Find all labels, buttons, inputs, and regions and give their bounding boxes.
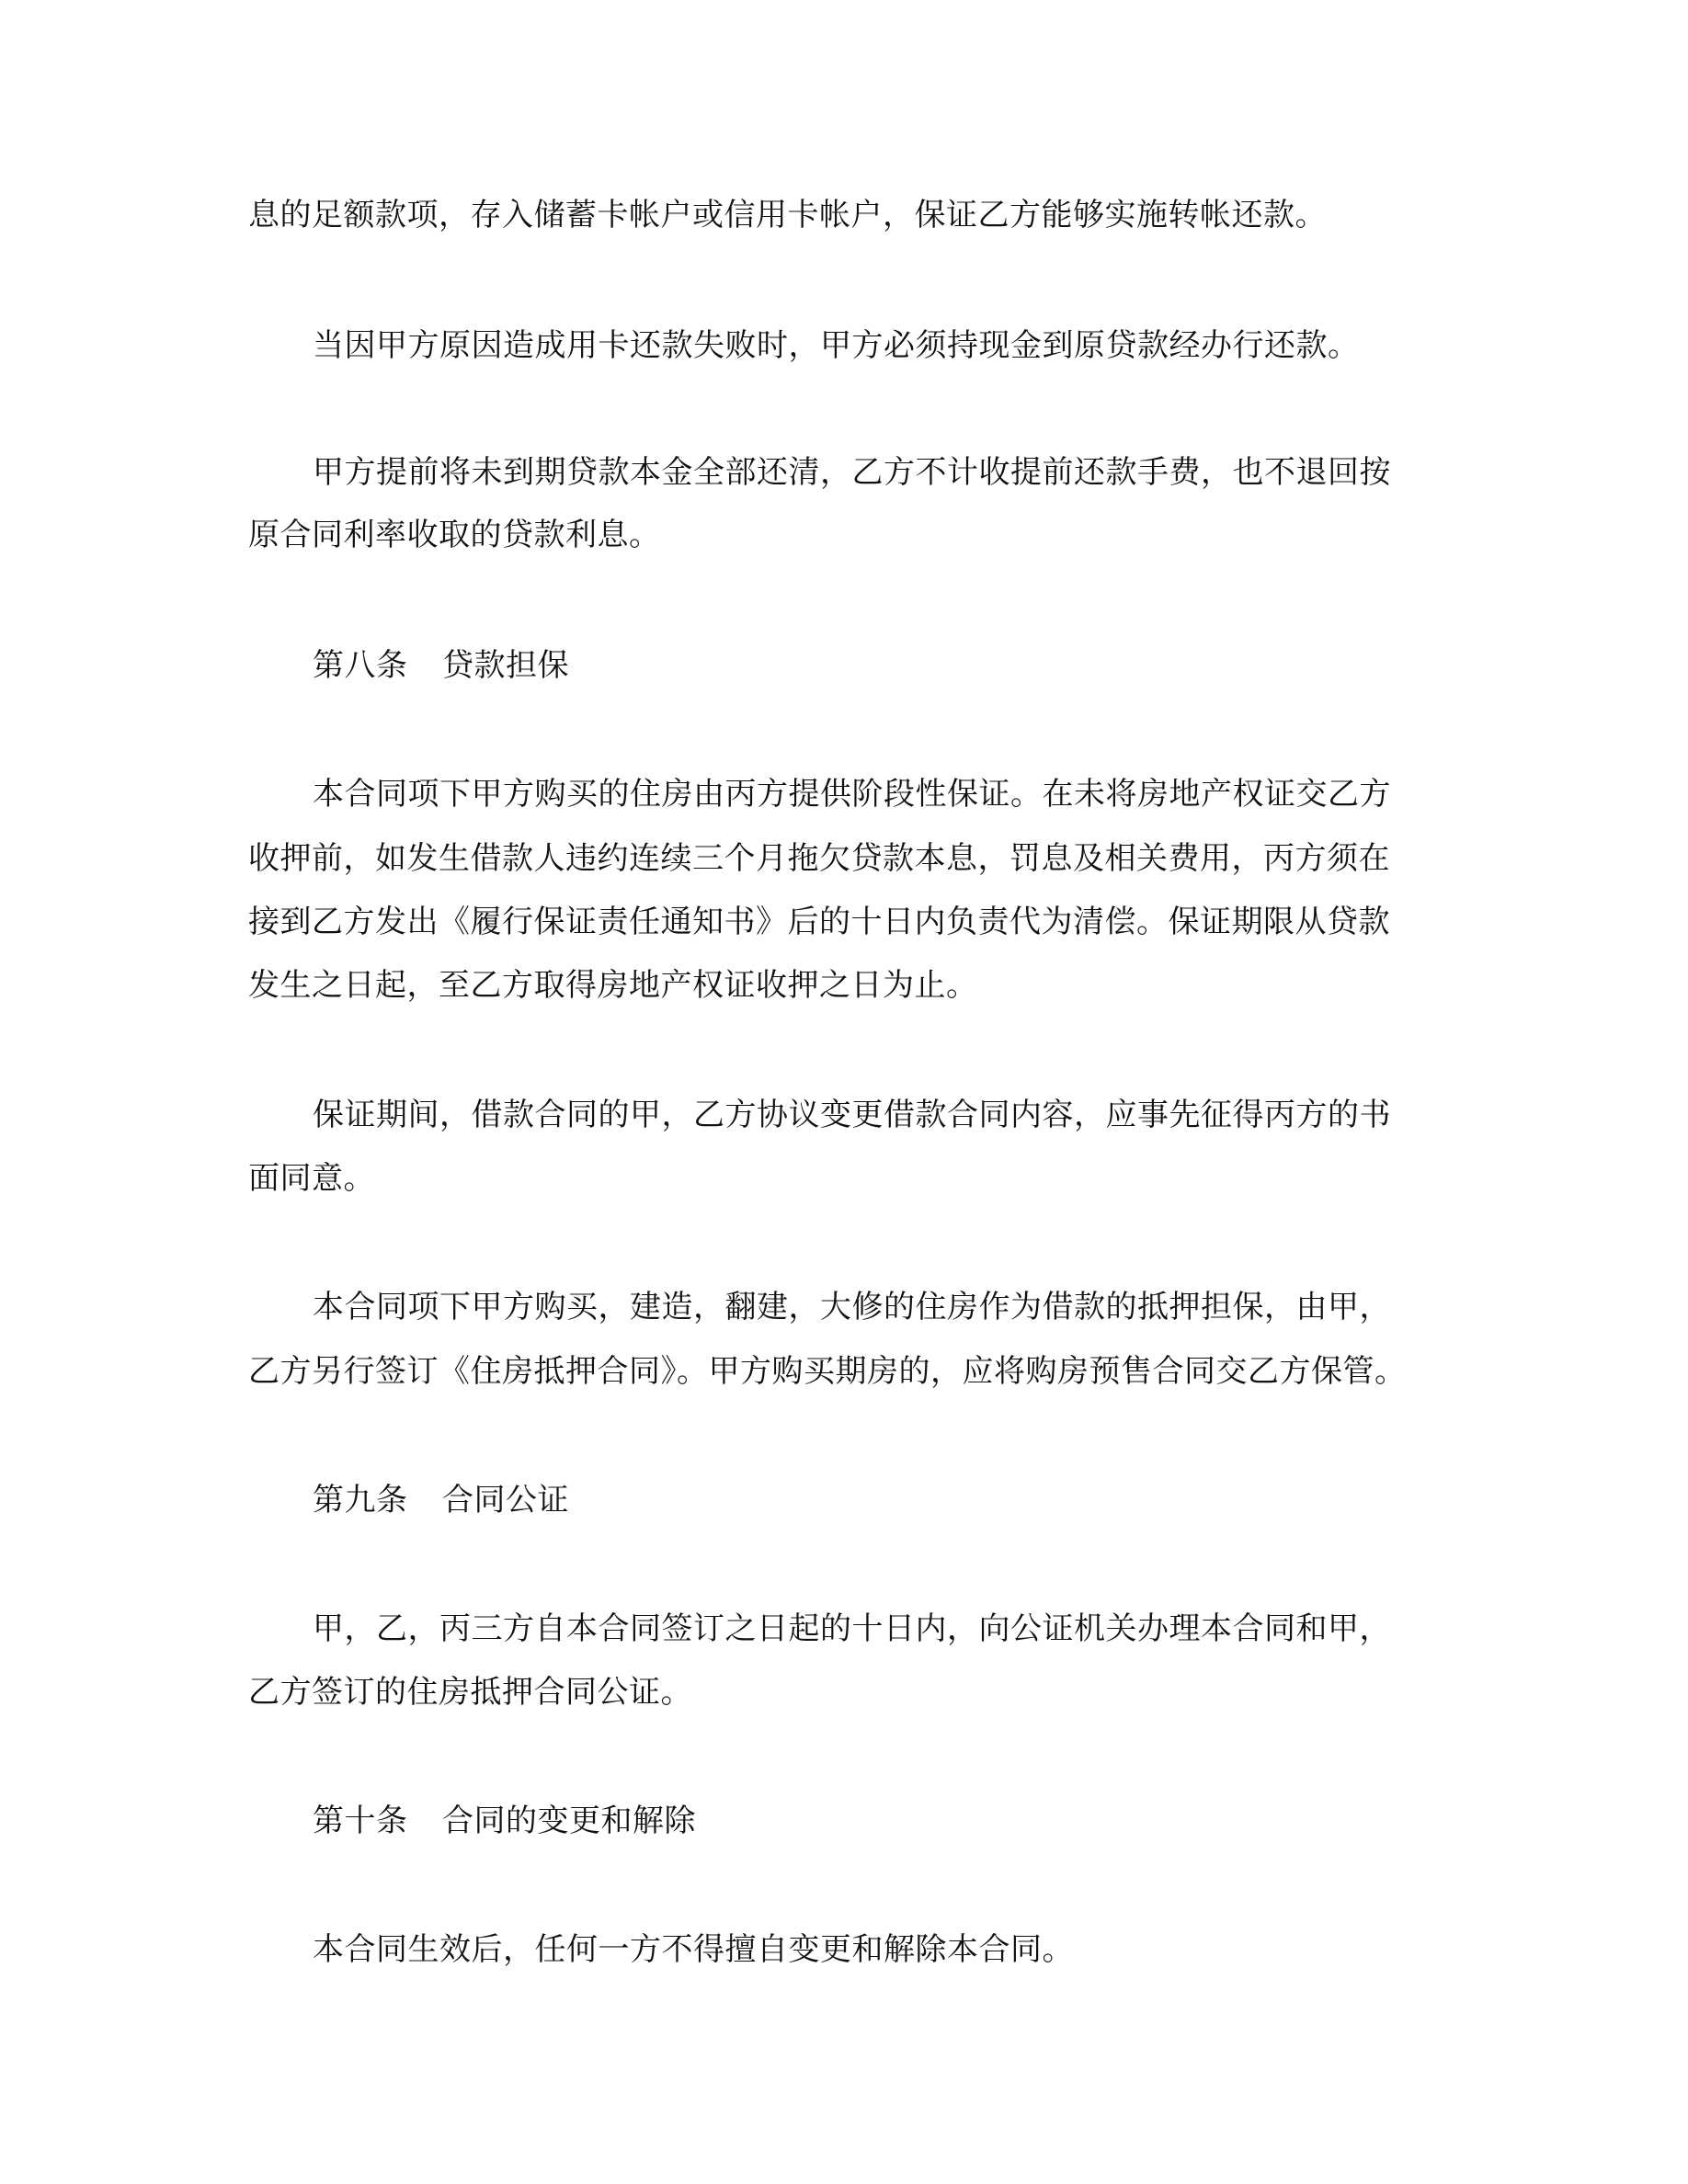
paragraph-line: 本合同项下甲方购买，建造，翻建，大修的住房作为借款的抵押担保，由甲，: [313, 1289, 1391, 1325]
paragraph-line: 当因甲方原因造成用卡还款失败时，甲方必须持现金到原贷款经办行还款。: [313, 327, 1360, 364]
section-number: 第八条: [313, 647, 408, 684]
paragraph-line: 保证期间，借款合同的甲，乙方协议变更借款合同内容，应事先征得丙方的书: [313, 1097, 1391, 1133]
paragraph-line: 收押前，如发生借款人违约连续三个月拖欠贷款本息，罚息及相关费用，丙方须在: [248, 840, 1390, 877]
paragraph-line: 原合同利率收取的贷款利息。: [248, 517, 661, 553]
paragraph-line: 发生之日起，至乙方取得房地产权证收押之日为止。: [248, 967, 978, 1004]
section-title: 贷款担保: [442, 647, 569, 684]
paragraph-line: 乙方另行签订《住房抵押合同》。甲方购买期房的，应将购房预售合同交乙方保管。: [248, 1353, 1407, 1390]
paragraph-line: 面同意。: [248, 1160, 375, 1197]
section-title: 合同公证: [442, 1482, 569, 1519]
paragraph-line: 甲方提前将未到期贷款本金全部还清，乙方不计收提前还款手费，也不退回按: [313, 454, 1391, 491]
paragraph-line: 本合同项下甲方购买的住房由丙方提供阶段性保证。在未将房地产权证交乙方: [313, 776, 1391, 813]
paragraph-line: 息的足额款项，存入储蓄卡帐户或信用卡帐户，保证乙方能够实施转帐还款。: [248, 197, 1327, 233]
section-heading-8: [313, 647, 569, 684]
section-number: 第十条: [313, 1803, 408, 1839]
paragraph-line: 本合同生效后，任何一方不得擅自变更和解除本合同。: [313, 1931, 1074, 1968]
paragraph-line: 乙方签订的住房抵押合同公证。: [248, 1674, 692, 1711]
paragraph-line: 接到乙方发出《履行保证责任通知书》后的十日内负责代为清偿。保证期限从贷款: [248, 904, 1390, 940]
section-number: 第九条: [313, 1482, 408, 1519]
section-title: 合同的变更和解除: [442, 1803, 696, 1839]
paragraph-line: 甲，乙，丙三方自本合同签订之日起的十日内，向公证机关办理本合同和甲，: [313, 1610, 1391, 1647]
section-heading-10: [313, 1803, 696, 1839]
section-heading-9: [313, 1482, 569, 1519]
